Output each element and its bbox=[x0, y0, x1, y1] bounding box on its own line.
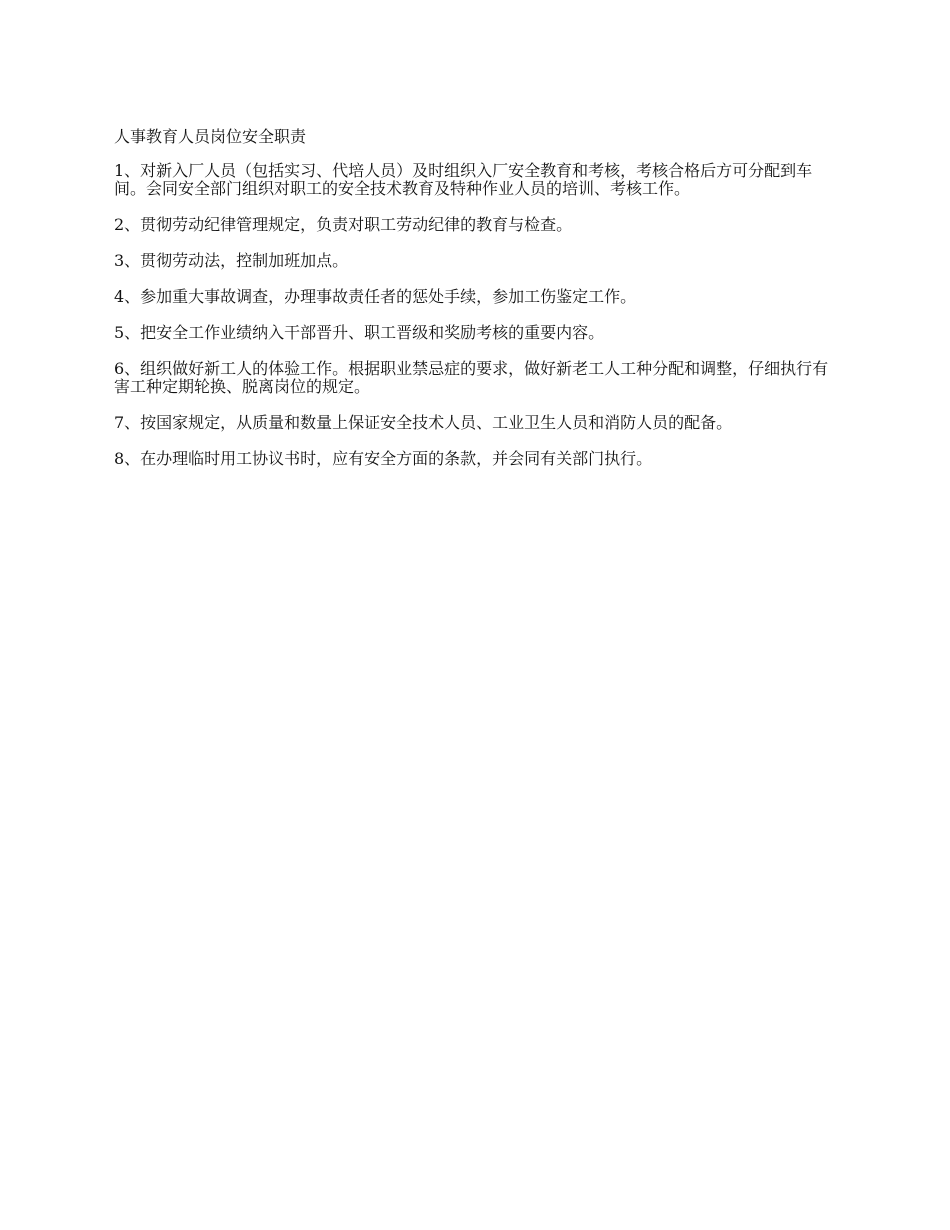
duty-item-6: 6、组织做好新工人的体验工作。根据职业禁忌症的要求，做好新老工人工种分配和调整，仔细执行有害工种定期轮换、脱离岗位的规定。 bbox=[114, 359, 829, 396]
duty-item-8: 8、在办理临时用工协议书时，应有安全方面的条款，并会同有关部门执行。 bbox=[114, 449, 653, 468]
duty-item-3: 3、贯彻劳动法，控制加班加点。 bbox=[114, 251, 349, 270]
document-title: 人事教育人员岗位安全职责 bbox=[114, 127, 307, 146]
document-page bbox=[114, 126, 844, 486]
duty-item-4: 4、参加重大事故调查，办理事故责任者的惩处手续，参加工伤鉴定工作。 bbox=[114, 287, 637, 306]
duty-item-1: 1、对新入厂人员（包括实习、代培人员）及时组织入厂安全教育和考核，考核合格后方可分配到车间。会同安全部门组织对职工的安全技术教育及特种作业人员的培训、考核工作。 bbox=[114, 161, 813, 198]
duty-item-5: 5、把安全工作业绩纳入干部晋升、职工晋级和奖励考核的重要内容。 bbox=[114, 323, 605, 342]
duty-item-2: 2、贯彻劳动纪律管理规定，负责对职工劳动纪律的教育与检查。 bbox=[114, 215, 573, 234]
duty-item-7: 7、按国家规定，从质量和数量上保证安全技术人员、工业卫生人员和消防人员的配备。 bbox=[114, 413, 733, 432]
